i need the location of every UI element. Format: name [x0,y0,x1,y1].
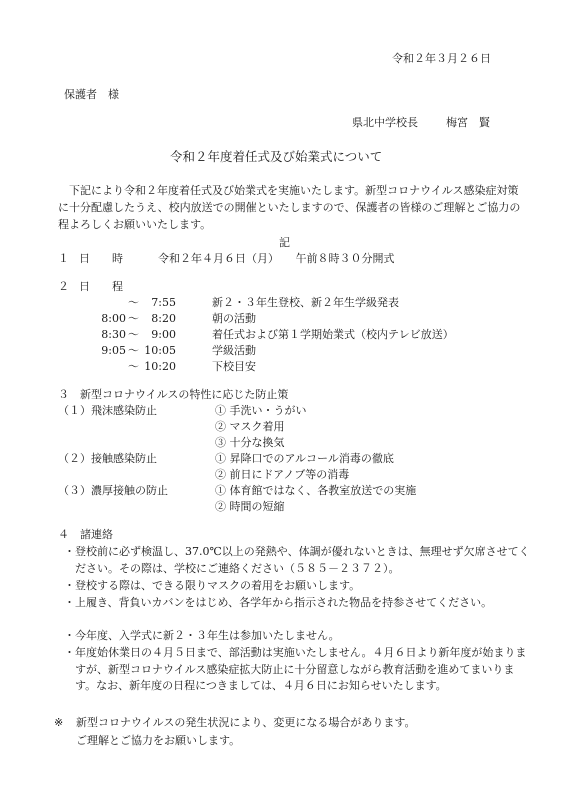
schedule-tilde: ～ [128,328,139,341]
prevention-item: ① 手洗い・うがい [215,404,307,417]
schedule-end: 10:05 [144,344,176,357]
schedule-start: 8:30 [101,328,126,341]
ki-heading: 記 [279,236,290,249]
prevention-item: ③ 十分な換気 [215,436,285,449]
section1-number: １ [58,252,69,265]
notice-bullet: ・今年度、入学式に新２・３年生は参加いたしません。 [64,629,340,642]
document-title: 令和２年度着任式及び始業式について [170,149,383,164]
prevention-item: ② 前日にドアノブ等の消毒 [215,468,350,481]
schedule-tilde: ～ [128,312,139,325]
prevention-item: ② マスク着用 [215,420,285,433]
schedule-desc: 朝の活動 [212,312,256,325]
prevention-item: ① 体育館ではなく、各教室放送での実施 [215,484,417,497]
section2-number: ２ [58,280,69,293]
notice-bullet: ・登校する際は、できる限りマスクの着用をお願いします。 [64,579,361,592]
prevention-item: ② 時間の短縮 [215,500,285,513]
section1-label: 日 時 [79,252,123,265]
notice-bullet: ・年度始休業日の４月５日まで、部活動は実施いたしません。４月６日より新年度が始まりますが、新型コロナウイルス感染症拡大防止に十分留意しながら教育活動を進めてまいります。なお、新年度の日程につきましては、４月６日にお知らせいたします。 [64,646,527,692]
sender-title: 県北中学校長 [352,116,418,129]
schedule-tilde: ～ [128,360,139,373]
section3-heading: ３ 新型コロナウイルスの特性に応じた防止策 [58,388,289,401]
prevention-item: ① 昇降口でのアルコール消毒の徹底 [215,452,394,465]
document-date: 令和２年３月２６日 [392,52,491,65]
schedule-start: 8:00 [101,312,126,325]
section1-value: 令和２年４月６日（月） 午前８時３０分開式 [158,252,395,265]
schedule-end: 10:20 [144,360,176,373]
schedule-start: 9:05 [101,344,126,357]
schedule-end: 7:55 [151,296,176,309]
note-line: 新型コロナウイルスの発生状況により、変更になる場合があります。 [76,716,416,729]
section4-heading: ４ 諸連絡 [58,528,113,541]
section2-label: 日 程 [79,280,123,293]
prevention-group-label: （２）接触感染防止 [58,452,157,465]
schedule-tilde: ～ [128,296,139,309]
schedule-desc: 着任式および第１学期始業式（校内テレビ放送） [212,328,454,341]
schedule-tilde: ～ [128,344,139,357]
schedule-desc: 学級活動 [212,344,256,357]
schedule-end: 8:20 [151,312,176,325]
intro-paragraph: 下記により令和２年度着任式及び始業式を実施いたします。新型コロナウイルス感染症対策に十分配慮したうえ、校内放送での開催といたしますので、保護者の皆様のご理解とご協力の程よろしくお願いいたします。 [58,184,521,231]
schedule-desc: 下校目安 [212,360,256,373]
prevention-group-label: （３）濃厚接触の防止 [58,484,168,497]
notice-bullet: ・登校前に必ず検温し、37.0℃以上の発熱や、体調が優れないときは、無理せず欠席させてください。その際は、学校にご連絡ください（５８５－２３７２）。 [64,545,530,575]
schedule-desc: 新２・３年生登校、新２年生学級発表 [212,296,399,309]
recipient: 保護者 様 [64,88,119,101]
sender-name: 梅宮 賢 [446,116,490,129]
notice-bullet: ・上履き、背負いカバンをはじめ、各学年から指示された物品を持参させてください。 [64,596,493,609]
prevention-group-label: （１）飛沫感染防止 [58,404,157,417]
note-mark: ※ [54,716,64,729]
schedule-end: 9:00 [151,328,176,341]
note-line: ご理解とご協力をお願いします。 [76,734,241,747]
